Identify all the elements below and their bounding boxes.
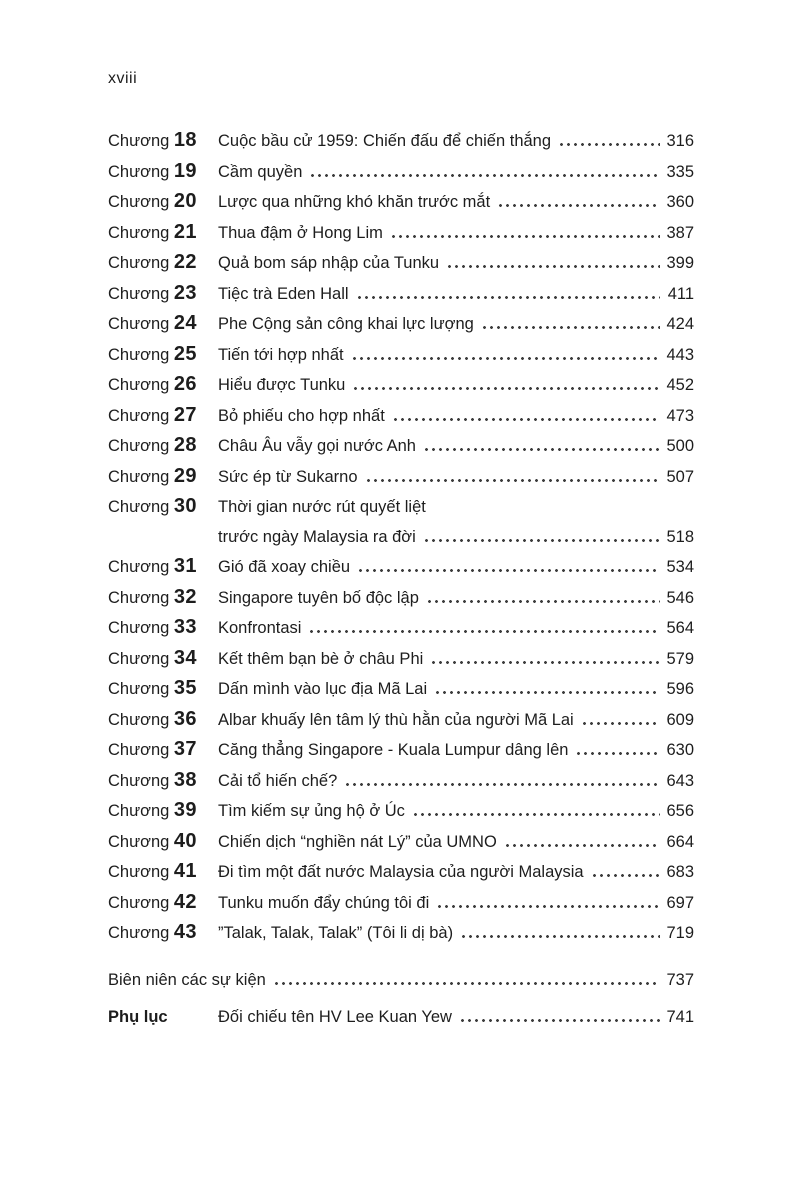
page-number: 683 <box>666 863 694 881</box>
chapter-number: 22 <box>173 251 197 273</box>
chapter-title: Cải tổ hiến chế? <box>218 771 338 790</box>
page-number: 335 <box>666 162 694 181</box>
chapter-word: Chương <box>108 680 170 698</box>
chapter-label <box>108 309 218 340</box>
dot-leader <box>591 874 660 877</box>
dot-leader <box>412 813 660 816</box>
chapter-number: 37 <box>173 738 197 760</box>
page-number: 564 <box>666 619 694 637</box>
chapter-word: Chương <box>108 498 170 516</box>
chapter-title: Albar khuấy lên tâm lý thù hằn của người Mã Lai <box>218 710 574 729</box>
dot-leader <box>430 661 660 664</box>
chapter-word: Chương <box>108 315 170 333</box>
chapter-word: Chương <box>108 437 170 455</box>
chapter-number: 24 <box>173 312 197 334</box>
dot-leader <box>481 326 660 329</box>
chapter-word: Chương <box>108 802 170 820</box>
toc-entry <box>108 735 694 766</box>
chapter-label <box>108 462 218 493</box>
chapter-label <box>108 644 218 675</box>
chapter-label <box>108 552 218 583</box>
page-number: 656 <box>666 802 694 820</box>
page-number: 579 <box>666 649 694 668</box>
toc-entry <box>108 340 694 371</box>
chapter-title: Thời gian nước rút quyết liệt <box>218 498 426 516</box>
chapter-label <box>108 918 218 949</box>
chapter-title: Dấn mình vào lục địa Mã Lai <box>218 680 428 698</box>
chapter-word: Chương <box>108 406 170 425</box>
dot-leader <box>460 935 660 938</box>
dot-leader <box>426 600 660 603</box>
chapter-label <box>108 126 218 157</box>
chapter-title: Quả bom sáp nhập của Tunku <box>218 254 440 272</box>
chapter-number: 26 <box>173 373 197 395</box>
page-number: 630 <box>666 741 694 759</box>
chapter-title: Gió đã xoay chiều <box>218 558 351 576</box>
page-number: 518 <box>666 527 694 546</box>
chapter-label <box>108 583 218 614</box>
chapter-number: 19 <box>173 159 197 182</box>
chapter-title: Tunku muốn đẩy chúng tôi đi <box>218 893 430 912</box>
dot-leader <box>392 418 660 421</box>
chapter-title: Căng thẳng Singapore - Kuala Lumpur dâng lên <box>218 741 569 759</box>
chapter-word: Chương <box>108 832 170 851</box>
toc-entry <box>108 401 694 432</box>
chapter-number: 43 <box>173 921 197 943</box>
chapter-label <box>108 674 218 705</box>
chapter-title: Konfrontasi <box>218 619 302 637</box>
toc-entry <box>108 492 694 523</box>
chapter-label <box>108 705 218 736</box>
toc-entry <box>108 918 694 949</box>
chapter-label <box>108 492 218 523</box>
chapter-word: Chương <box>108 771 170 790</box>
chapter-number: 18 <box>173 129 197 151</box>
page-number: 546 <box>666 588 694 607</box>
toc-entry <box>108 462 694 493</box>
page-number: 500 <box>666 437 694 455</box>
dot-leader <box>365 479 661 482</box>
chapter-word: Chương <box>108 376 170 394</box>
toc-entry <box>108 218 694 249</box>
table-of-contents <box>108 126 694 1033</box>
dot-leader <box>423 539 660 542</box>
chapter-number: 21 <box>173 220 197 243</box>
chapter-label <box>108 796 218 827</box>
chapter-label <box>108 857 218 888</box>
chapter-number: 29 <box>173 464 197 487</box>
dot-leader <box>446 265 660 268</box>
chapter-title: Kết thêm bạn bè ở châu Phi <box>218 649 424 668</box>
toc-entry <box>108 309 694 340</box>
chapter-title: Cầm quyền <box>218 162 303 181</box>
chapter-word: Chương <box>108 284 170 303</box>
chapter-label <box>108 248 218 279</box>
page-number: 534 <box>666 558 694 576</box>
chapter-word: Chương <box>108 924 170 942</box>
page-number: 424 <box>666 315 694 333</box>
chapter-word: Chương <box>108 254 170 272</box>
page-number: 697 <box>666 893 694 912</box>
page-number: 452 <box>666 376 694 394</box>
chapter-number: 41 <box>173 860 197 882</box>
page-number: 473 <box>666 406 694 425</box>
appendix-row <box>108 1003 694 1033</box>
page-number: 596 <box>666 680 694 698</box>
page-number-header: xviii <box>108 70 138 87</box>
toc-entry <box>108 888 694 919</box>
chapter-title: Tiệc trà Eden Hall <box>218 284 349 303</box>
toc-entry <box>108 613 694 644</box>
dot-leader <box>459 1019 660 1022</box>
toc-entry <box>108 248 694 279</box>
chapter-label <box>108 218 218 249</box>
dot-leader <box>273 982 660 985</box>
toc-entry <box>108 126 694 157</box>
dot-leader <box>357 569 660 572</box>
chapter-number: 42 <box>173 890 197 913</box>
page-number: 609 <box>666 710 694 729</box>
dot-leader <box>356 296 660 299</box>
appendix-title: Đối chiếu tên HV Lee Kuan Yew <box>218 1008 452 1026</box>
page-number: 443 <box>666 345 694 364</box>
chapter-title: Lược qua những khó khăn trước mắt <box>218 193 491 211</box>
chapter-title: Chiến dịch “nghiền nát Lý” của UMNO <box>218 832 497 851</box>
dot-leader <box>581 722 660 725</box>
page-number: 737 <box>666 970 694 989</box>
page-number: 643 <box>666 771 694 790</box>
chapter-number: 33 <box>173 616 197 638</box>
dot-leader <box>436 905 660 908</box>
toc-entry <box>108 674 694 705</box>
chapter-label <box>108 827 218 858</box>
dot-leader <box>309 174 660 177</box>
chapter-label <box>108 370 218 401</box>
chapter-number: 36 <box>173 707 197 730</box>
chapter-label <box>108 157 218 188</box>
dot-leader <box>423 448 660 451</box>
dot-leader <box>434 691 660 694</box>
toc-entry <box>108 796 694 827</box>
chapter-title: Châu Âu vẫy gọi nước Anh <box>218 437 416 455</box>
chapter-title: ”Talak, Talak, Talak” (Tôi li dị bà) <box>218 924 454 942</box>
events-row <box>108 966 694 996</box>
dot-leader <box>558 143 660 146</box>
toc-entry <box>108 644 694 675</box>
dot-leader <box>352 387 660 390</box>
chapter-number: 39 <box>173 799 197 821</box>
chapter-number: 32 <box>173 585 197 608</box>
chapter-number: 25 <box>173 342 197 365</box>
toc-entry <box>108 857 694 888</box>
chapter-word: Chương <box>108 558 170 576</box>
chapter-number: 38 <box>173 768 197 791</box>
page-number: 741 <box>666 1008 694 1026</box>
chapter-label <box>108 888 218 919</box>
dot-leader <box>497 204 660 207</box>
chapter-label <box>108 401 218 432</box>
dot-leader <box>575 752 660 755</box>
page-number: 411 <box>667 284 694 303</box>
chapter-word: Chương <box>108 710 170 729</box>
chapter-number: 23 <box>173 281 197 304</box>
dot-leader <box>390 235 660 238</box>
chapter-label <box>108 766 218 797</box>
events-label: Biên niên các sự kiện <box>108 970 266 989</box>
chapter-word: Chương <box>108 132 170 150</box>
dot-leader <box>504 844 660 847</box>
toc-entry <box>108 157 694 188</box>
toc-entry <box>108 583 694 614</box>
chapter-label <box>108 279 218 310</box>
toc-entry <box>108 827 694 858</box>
chapter-title: Tìm kiếm sự ủng hộ ở Úc <box>218 802 405 820</box>
chapter-word: Chương <box>108 741 170 759</box>
chapter-word: Chương <box>108 345 170 364</box>
toc-chapter-list <box>108 126 694 949</box>
chapter-number: 31 <box>173 555 197 577</box>
chapter-number: 40 <box>173 829 197 852</box>
chapter-title: Cuộc bầu cử 1959: Chiến đấu để chiến thắng <box>218 132 552 150</box>
chapter-title: Tiến tới hợp nhất <box>218 345 344 364</box>
chapter-title: Đi tìm một đất nước Malaysia của người Malaysia <box>218 863 584 881</box>
chapter-number: 28 <box>173 434 197 456</box>
chapter-number: 30 <box>173 495 197 517</box>
chapter-title: Bỏ phiếu cho hợp nhất <box>218 406 385 425</box>
chapter-label <box>108 187 218 218</box>
page-number: 360 <box>666 193 694 211</box>
chapter-number: 27 <box>173 403 197 426</box>
chapter-word: Chương <box>108 649 170 668</box>
page-number: 399 <box>666 254 694 272</box>
chapter-label <box>108 613 218 644</box>
chapter-label <box>108 431 218 462</box>
chapter-word: Chương <box>108 467 170 486</box>
toc-entry <box>108 187 694 218</box>
dot-leader <box>308 630 660 633</box>
page-number: 316 <box>666 132 694 150</box>
chapter-title: Hiểu được Tunku <box>218 376 346 394</box>
chapter-label <box>108 340 218 371</box>
toc-entry <box>108 370 694 401</box>
chapter-word: Chương <box>108 863 170 881</box>
toc-entry <box>108 431 694 462</box>
chapter-word: Chương <box>108 223 170 242</box>
chapter-word: Chương <box>108 619 170 637</box>
chapter-number: 20 <box>173 190 197 212</box>
chapter-label <box>108 735 218 766</box>
page-number: 507 <box>666 467 694 486</box>
chapter-title: Singapore tuyên bố độc lập <box>218 588 419 607</box>
chapter-number: 35 <box>173 677 197 699</box>
chapter-title: Sức ép từ Sukarno <box>218 467 358 486</box>
chapter-title: Phe Cộng sản công khai lực lượng <box>218 315 474 333</box>
toc-entry <box>108 766 694 797</box>
chapter-title: trước ngày Malaysia ra đời <box>218 527 416 546</box>
dot-leader <box>351 357 660 360</box>
chapter-word: Chương <box>108 588 170 607</box>
page-number: 387 <box>666 223 694 242</box>
appendix-label: Phụ lục <box>108 1008 168 1026</box>
dot-leader <box>344 783 660 786</box>
toc-entry <box>108 552 694 583</box>
chapter-word: Chương <box>108 193 170 211</box>
chapter-word: Chương <box>108 162 170 181</box>
toc-entry <box>108 279 694 310</box>
chapter-number: 34 <box>173 646 197 669</box>
toc-entry <box>108 523 694 553</box>
chapter-title: Thua đậm ở Hong Lim <box>218 223 383 242</box>
page-number: 664 <box>666 832 694 851</box>
page-number: 719 <box>666 924 694 942</box>
chapter-word: Chương <box>108 893 170 912</box>
toc-entry <box>108 705 694 736</box>
